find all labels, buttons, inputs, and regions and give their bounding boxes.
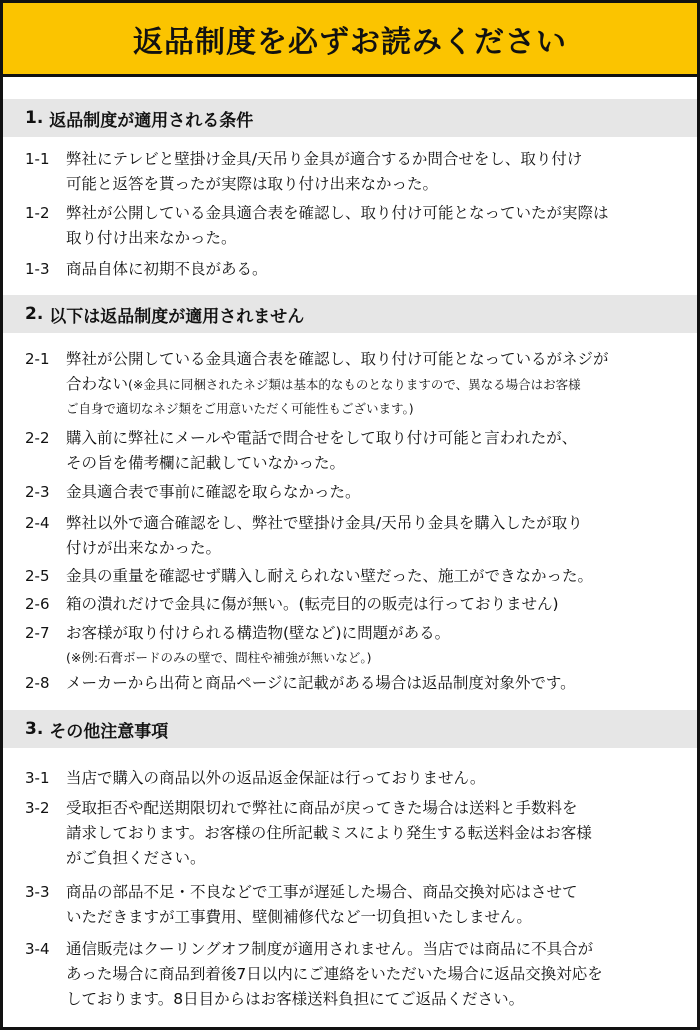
section-number: 1. [25, 108, 44, 128]
item-text: いただきますが工事費用、壁側補修代など一切負担いたしません。 [66, 908, 532, 926]
item-number: 3-2 [25, 799, 50, 817]
list-item-1-3 [25, 257, 690, 282]
item-text: あった場合に商品到着後7日以内にご連絡をいただいた場合に返品交換対応を [66, 965, 603, 983]
item-text: お客様が取り付けられる構造物(壁など)に問題がある。 [66, 624, 451, 642]
item-text: 可能と返答を貰ったが実際は取り付け出来なかった。 [66, 175, 439, 193]
item-text: 弊社が公開している金具適合表を確認し、取り付け可能となっているがネジが [66, 350, 609, 368]
item-text: 弊社が公開している金具適合表を確認し、取り付け可能となっていたが実際は [66, 204, 609, 222]
item-text: 弊社にテレビと壁掛け金具/天吊り金具が適合するか問合せをし、取り付け [66, 150, 583, 168]
list-item-2-3 [25, 480, 690, 505]
item-number: 2-1 [25, 350, 50, 368]
item-text: 合わない [66, 375, 129, 393]
item-text: その旨を備考欄に記載していなかった。 [66, 454, 346, 472]
list-item-1-1 [25, 147, 690, 197]
section-number: 2. [25, 304, 44, 324]
item-text: 金具の重量を確認せず購入し耐えられない壁だった、施工ができなかった。 [66, 567, 594, 585]
item-number: 2-5 [25, 567, 50, 585]
list-item-3-4 [25, 937, 690, 1012]
item-text: 付けが出来なかった。 [66, 539, 222, 557]
list-item-2-7 [25, 621, 690, 669]
list-item-3-1 [25, 766, 690, 791]
item-number: 2-6 [25, 595, 50, 613]
item-text: 取り付け出来なかった。 [66, 229, 237, 247]
item-number: 1-3 [25, 260, 50, 278]
item-number: 2-2 [25, 429, 50, 447]
item-text: がご負担ください。 [66, 849, 206, 867]
item-text: 金具適合表で事前に確認を取らなかった。 [66, 483, 361, 501]
item-text: 弊社以外で適合確認をし、弊社で壁掛け金具/天吊り金具を購入したが取り [66, 514, 583, 532]
item-number: 2-3 [25, 483, 50, 501]
list-item-3-2 [25, 796, 690, 871]
item-text: 受取拒否や配送期限切れで弊社に商品が戻ってきた場合は送料と手数料を [66, 799, 578, 817]
item-note: ご自身で適切なネジ類をご用意いただく可能性もございます。) [66, 401, 414, 416]
item-number: 1-2 [25, 204, 50, 222]
list-item-2-5 [25, 564, 690, 589]
list-item-2-2 [25, 426, 690, 476]
item-text-with-note [66, 372, 690, 397]
list-item-2-6 [25, 592, 690, 617]
item-text: 商品の部品不足・不良などで工事が遅延した場合、商品交換対応はさせて [66, 883, 578, 901]
item-number: 2-4 [25, 514, 50, 532]
item-number: 2-7 [25, 624, 50, 642]
section-heading: その他注意事項 [49, 721, 169, 742]
item-number: 3-4 [25, 940, 50, 958]
item-text: 当店で購入の商品以外の返品返金保証は行っておりません。 [66, 769, 486, 787]
list-item-1-2 [25, 201, 690, 251]
item-text: 購入前に弊社にメールや電話で問合せをして取り付け可能と言われたが、 [66, 429, 578, 447]
item-note: (※例:石膏ボードのみの壁で、間柱や補強が無いなど。) [66, 650, 372, 665]
item-text: メーカーから出荷と商品ページに記載がある場合は返品制度対象外です。 [66, 674, 576, 692]
section-header-2 [3, 295, 697, 333]
item-text: 通信販売はクーリングオフ制度が適用されません。当店では商品に不具合が [66, 940, 594, 958]
item-text: 商品自体に初期不良がある。 [66, 260, 268, 278]
item-text: しております。8日目からはお客様送料負担にてご返品ください。 [66, 990, 525, 1008]
list-item-2-4 [25, 511, 690, 561]
list-item-2-8 [25, 671, 690, 696]
section-heading: 以下は返品制度が適用されません [49, 306, 305, 327]
item-note: (※金具に同梱されたネジ類は基本的なものとなりますので、異なる場合はお客様 [128, 377, 581, 392]
section-header-1 [3, 99, 697, 137]
item-number: 3-3 [25, 883, 50, 901]
item-number: 1-1 [25, 150, 50, 168]
item-number: 3-1 [25, 769, 50, 787]
item-text: 箱の潰れだけで金具に傷が無い。(転売目的の販売は行っておりません) [66, 595, 559, 613]
item-text: 請求しております。お客様の住所記載ミスにより発生する転送料金はお客様 [66, 824, 592, 842]
list-item-3-3 [25, 880, 690, 930]
page-title: 返品制度を必ずお読みください [133, 24, 567, 60]
section-number: 3. [25, 719, 44, 739]
section-header-3 [3, 710, 697, 748]
section-heading: 返品制度が適用される条件 [49, 110, 254, 131]
list-item-2-1 [25, 347, 690, 420]
item-number: 2-8 [25, 674, 50, 692]
title-banner [3, 3, 697, 77]
